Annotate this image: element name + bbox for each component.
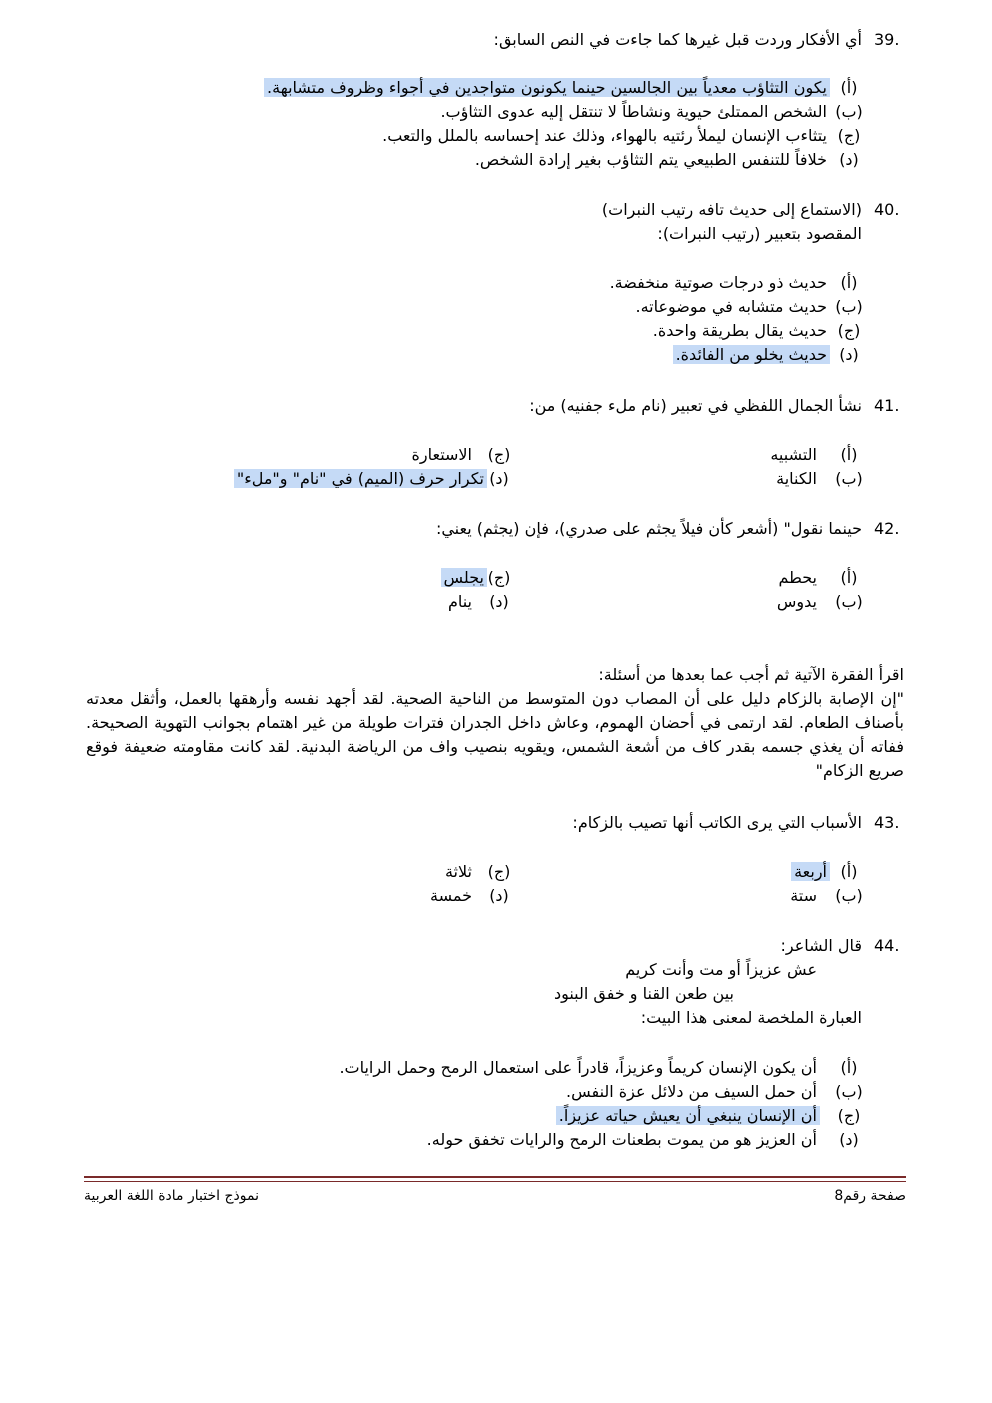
option-text: التشبيه — [770, 445, 817, 464]
question-subtext: العبارة الملخصة لمعنى هذا البيت: — [640, 1008, 862, 1027]
option-label: (د) — [839, 150, 859, 169]
option-label: (ج) — [837, 1106, 861, 1125]
option-label: (ب) — [835, 592, 863, 611]
option-text: أن يكون الإنسان كريماً وعزيزاً، قادراً على استعمال الرمح وحمل الرايات. — [339, 1058, 817, 1077]
question-number: 42. — [874, 519, 900, 538]
option-text-highlighted: يكون التثاؤب معدياً بين الجالسين حينما يكونون متواجدين في أجواء وظروف متشابهة. — [264, 76, 830, 100]
option-text: يحطم — [778, 568, 817, 587]
option-label: (أ) — [840, 445, 858, 464]
option-label: (أ) — [840, 273, 858, 292]
option-text: الاستعارة — [411, 445, 472, 464]
option-label: (ب) — [835, 1082, 863, 1101]
question-text: نشأ الجمال اللفظي في تعبير (نام ملء جفنيه) من: — [529, 396, 862, 415]
option-text-highlighted: أن الإنسان ينبغي أن يعيش حياته عزيزاً. — [556, 1104, 820, 1128]
question-text: حينما نقول" (أشعر كأن فيلاً يجثم على صدري)، فإن (يجثم) يعني: — [435, 519, 862, 538]
option-label: (ب) — [835, 469, 863, 488]
option-text: ستة — [790, 886, 817, 905]
option-text: حديث متشابه في موضوعاته. — [635, 297, 827, 316]
option-label: (ب) — [835, 297, 863, 316]
question-number: 39. — [874, 30, 900, 49]
option-label: (د) — [839, 345, 859, 364]
option-label: (ج) — [837, 126, 861, 145]
option-label: (د) — [489, 469, 509, 488]
option-text-highlighted: أربعة — [791, 860, 830, 884]
option-text: ينام — [447, 592, 472, 611]
page-number: صفحة رقم8 — [834, 1188, 906, 1204]
option-text: أن حمل السيف من دلائل عزة النفس. — [565, 1082, 817, 1101]
footer-divider — [84, 1176, 906, 1178]
poem-verse-1: عش عزيزاً أو مت وأنت كريم — [625, 960, 817, 979]
option-text: حديث يقال بطريقة واحدة. — [652, 321, 827, 340]
option-text: يدوس — [776, 592, 817, 611]
option-text: خمسة — [430, 886, 472, 905]
option-label: (ب) — [835, 886, 863, 905]
option-text-highlighted: يجلس — [441, 566, 487, 590]
option-text-highlighted: حديث يخلو من الفائدة. — [673, 343, 830, 367]
option-label: (د) — [489, 886, 509, 905]
option-text-highlighted: تكرار حرف (الميم) في "نام" و"ملء" — [234, 467, 487, 491]
question-subtext: المقصود بتعبير (رتيب النبرات): — [657, 224, 862, 243]
option-label: (أ) — [840, 1058, 858, 1077]
question-number: 43. — [874, 813, 900, 832]
question-text: الأسباب التي يرى الكاتب أنها تصيب بالزكام: — [572, 813, 862, 832]
option-label: (ج) — [487, 862, 511, 881]
option-label: (ج) — [487, 568, 511, 587]
option-text: الكناية — [776, 469, 817, 488]
option-label: (أ) — [840, 862, 858, 881]
question-number: 40. — [874, 200, 900, 219]
passage-intro: اقرأ الفقرة الآتية ثم أجب عما بعدها من أسئلة: — [598, 665, 904, 684]
poem-verse-2: بين طعن القنا و خفق البنود — [553, 984, 734, 1003]
option-text: الشخص الممتلئ حيوية ونشاطاً لا تنتقل إليه عدوى التثاؤب. — [440, 102, 827, 121]
question-text: أي الأفكار وردت قبل غيرها كما جاءت في النص السابق: — [493, 30, 862, 49]
option-label: (ج) — [837, 321, 861, 340]
option-label: (ب) — [835, 102, 863, 121]
option-label: (أ) — [840, 568, 858, 587]
question-text: (الاستماع إلى حديث تافه رتيب النبرات) — [601, 200, 862, 219]
passage-text: "إن الإصابة بالزكام دليل على أن المصاب دون المتوسط من الناحية الصحية. لقد أجهد نفسه وأرهقها بالعمل، وأثقل معدته بأصناف الطعام. لقد ارتمى في أحضان الهموم، وعاش داخل الجدران فترات طويلة من غير اهتمام بجوانب التهوية الصحيحة. ففاته أن يغذي جسمه بقدر كاف من أشعة الشمس، ويقويه بنصيب واف من الرياضة البدنية. لقد كانت مقاومته ضعيفة فوقع صريع الزكام" — [86, 689, 904, 780]
option-label: (أ) — [840, 78, 858, 97]
option-label: (د) — [839, 1130, 859, 1149]
option-text: خلافاً للتنفس الطبيعي يتم التثاؤب بغير إرادة الشخص. — [474, 150, 827, 169]
option-label: (د) — [489, 592, 509, 611]
option-text: أن العزيز هو من يموت بطعنات الرمح والرايات تخفق حوله. — [426, 1130, 817, 1149]
exam-title: نموذج اختبار مادة اللغة العربية — [84, 1188, 259, 1204]
option-text: ثلاثة — [444, 862, 472, 881]
footer-divider-thin — [84, 1181, 906, 1182]
question-number: 41. — [874, 396, 900, 415]
option-label: (ج) — [487, 445, 511, 464]
option-text: يتثاءب الإنسان ليملأ رئتيه بالهواء، وذلك عند إحساسه بالملل والتعب. — [382, 126, 827, 145]
question-number: 44. — [874, 936, 900, 955]
question-text: قال الشاعر: — [780, 936, 862, 955]
option-text: حديث ذو درجات صوتية منخفضة. — [609, 273, 827, 292]
